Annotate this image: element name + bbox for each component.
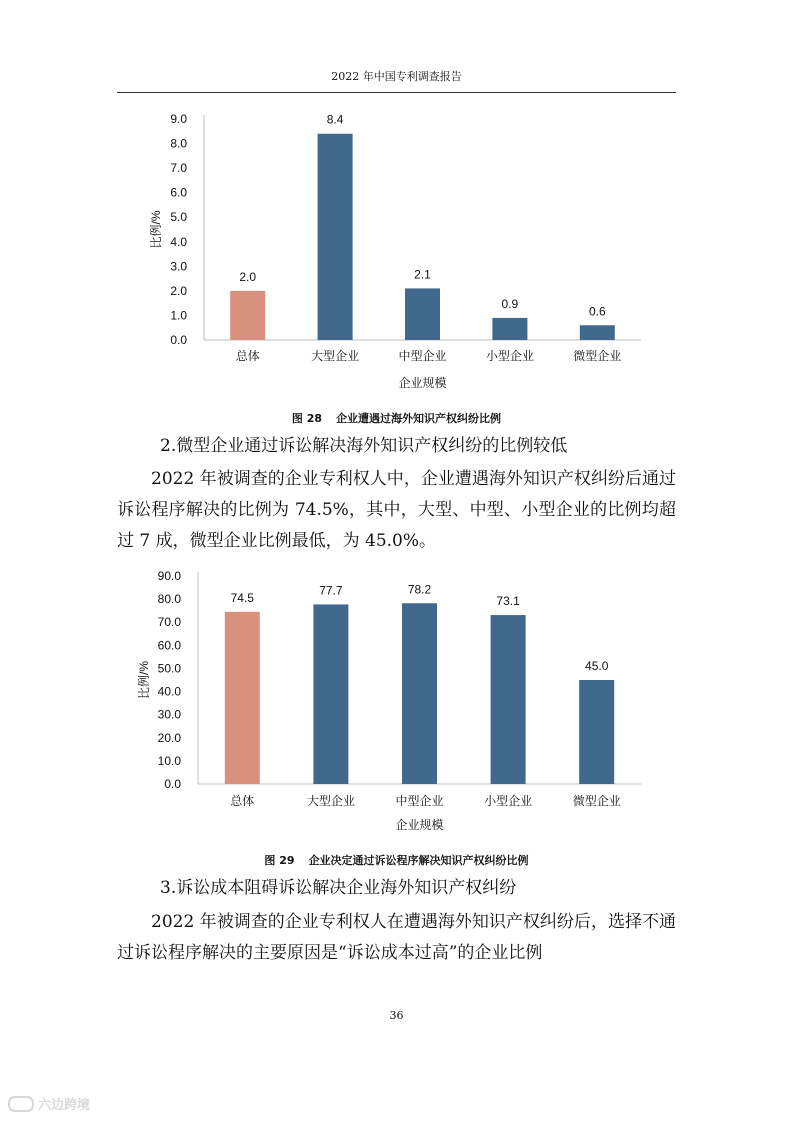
watermark-text: 六边跨境 (38, 1098, 91, 1113)
category-label: 小型企业 (485, 349, 534, 363)
bar-value-label: 8.4 (326, 112, 344, 127)
figure-28-label: 图 28 (291, 412, 323, 425)
page-number: 36 (389, 1009, 404, 1022)
y-tick-label: 7.0 (170, 161, 187, 176)
category-label: 总体 (235, 349, 260, 363)
y-tick-label: 5.0 (170, 210, 187, 225)
y-tick-label: 10.0 (157, 753, 181, 768)
bar (313, 604, 348, 784)
chart-29-svg (118, 565, 678, 840)
y-tick-label: 4.0 (170, 234, 187, 249)
section-2-paragraph: 2022 年被调查的企业专利权人中，企业遭遇海外知识产权纠纷后通过诉讼程序解决的比例为 74.5%，其中，大型、中型、小型企业的比例均超过 7 成，微型企业比例最低，为 45.0%。 (117, 469, 676, 551)
y-tick-label: 3.0 (170, 259, 187, 274)
category-label: 总体 (230, 794, 255, 808)
y-tick-label: 0.0 (164, 777, 181, 791)
chart-28-svg (118, 102, 678, 400)
bar (492, 318, 527, 340)
y-tick-label: 80.0 (157, 592, 181, 607)
bar-value-label: 0.6 (588, 304, 606, 319)
section-3-heading: 3.诉讼成本阻碍诉讼解决企业海外知识产权纠纷 (160, 878, 517, 898)
bar (225, 612, 260, 784)
bar-value-label: 45.0 (585, 659, 609, 673)
y-tick-label: 2.0 (170, 283, 187, 298)
y-tick-label: 40.0 (157, 684, 181, 699)
chart-29 (118, 565, 678, 840)
bar-value-label: 2.0 (239, 269, 257, 284)
y-tick-label: 60.0 (157, 638, 181, 653)
y-axis-title: 比例/% (149, 210, 163, 249)
figure-29-label: 图 29 (264, 854, 295, 867)
category-label: 中型企业 (398, 349, 447, 363)
y-tick-label: 1.0 (170, 308, 187, 323)
bar (491, 615, 526, 784)
y-tick-label: 20.0 (157, 730, 181, 745)
bar (579, 680, 614, 784)
y-tick-label: 90.0 (157, 569, 181, 583)
section-3-paragraph: 2022 年被调查的企业专利权人在遭遇海外知识产权纠纷后，选择不通过诉讼程序解决的主要原因是“诉讼成本过高”的企业比例 (117, 912, 676, 963)
running-header (117, 70, 676, 93)
y-tick-label: 9.0 (170, 112, 187, 126)
bar-value-label: 0.9 (501, 296, 519, 311)
x-axis-title: 企业规模 (398, 376, 447, 390)
y-axis-title: 比例/% (137, 660, 151, 700)
category-label: 微型企业 (573, 349, 622, 363)
bar (402, 603, 437, 784)
bar (580, 325, 615, 340)
bar-value-label: 74.5 (230, 590, 254, 605)
bar-value-label: 78.2 (407, 582, 432, 597)
figure-28-caption (0, 410, 793, 426)
figure-29-title: 企业决定通过诉讼程序解决知识产权纠纷比例 (308, 854, 529, 867)
category-label: 微型企业 (572, 794, 621, 808)
y-tick-label: 0.0 (170, 333, 187, 347)
category-label: 大型企业 (306, 794, 355, 808)
category-label: 大型企业 (311, 349, 360, 363)
bar (318, 134, 353, 340)
watermark (8, 1094, 90, 1113)
chart-28 (118, 102, 678, 400)
bar-value-label: 77.7 (319, 583, 343, 598)
y-tick-label: 6.0 (170, 185, 187, 200)
bar (230, 291, 265, 340)
figure-28-title: 企业遭遇过海外知识产权纠纷比例 (336, 412, 502, 425)
category-label: 中型企业 (395, 794, 444, 808)
y-tick-label: 30.0 (157, 707, 181, 722)
y-tick-label: 8.0 (170, 136, 187, 151)
header-title: 2022 年中国专利调查报告 (331, 70, 462, 83)
x-axis-title: 企业规模 (395, 818, 444, 832)
category-label: 小型企业 (484, 794, 533, 808)
watermark-logo-icon (8, 1096, 34, 1112)
bar-value-label: 2.1 (414, 267, 431, 282)
y-tick-label: 50.0 (157, 661, 181, 676)
y-tick-label: 70.0 (157, 615, 181, 630)
bar (405, 288, 440, 340)
bar-value-label: 73.1 (496, 594, 520, 609)
figure-29-caption (0, 852, 793, 868)
section-2-heading: 2.微型企业通过诉讼解决海外知识产权纠纷的比例较低 (160, 436, 568, 456)
